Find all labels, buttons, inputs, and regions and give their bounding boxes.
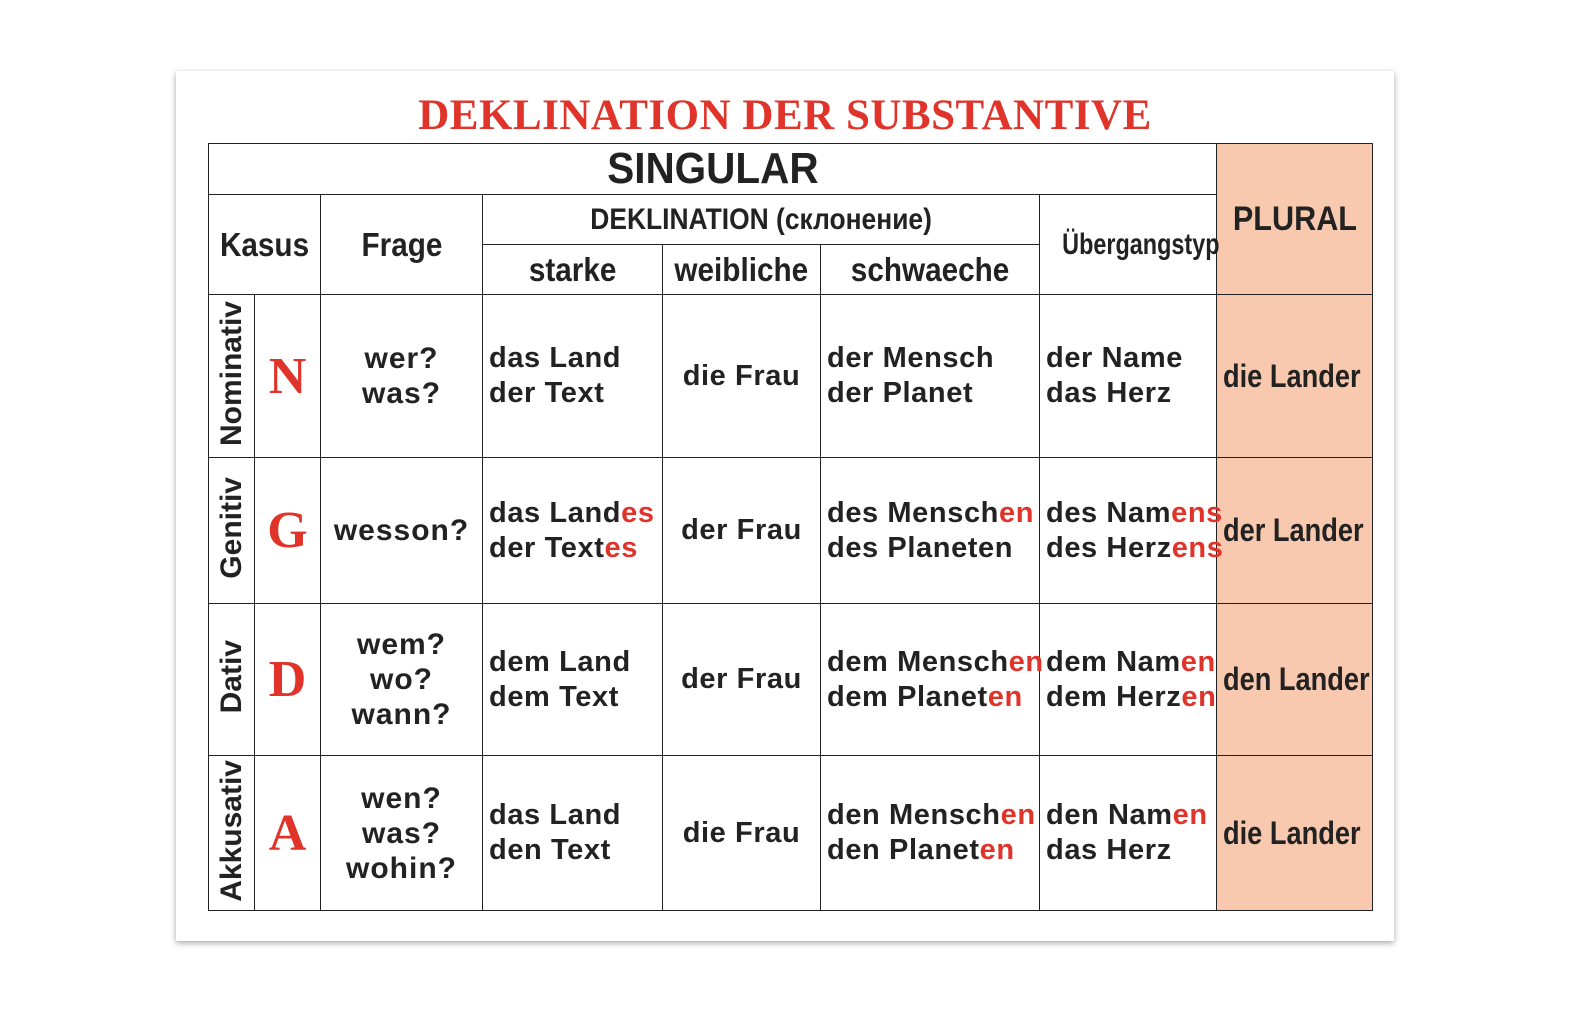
form-line [489,833,662,868]
form-stem: der Name [1046,342,1183,374]
form-line [489,680,662,715]
plural-cell [1217,295,1373,458]
declension-table [208,143,1373,911]
starke-header-cell [483,245,663,295]
weibliche-cell [663,756,821,911]
case-name-genitiv: Genitiv [214,477,248,579]
form-line [827,376,1039,411]
case-letter-dativ: D [268,651,307,708]
case-letter-nominativ: N [268,347,307,405]
form-line [1046,376,1216,411]
case-rows [209,295,1373,911]
weibliche-form: die Frau [682,816,801,849]
case-row [209,295,1373,458]
form-line [1046,798,1216,833]
starke-forms-cell [483,295,663,458]
question-word: wem? [356,628,447,661]
form-stem: das Land [489,799,622,831]
form-ending: en [1180,645,1216,678]
schwaeche-forms-cell [821,756,1040,911]
form-ending: en [999,496,1035,529]
form-stem: das Herz [1046,377,1172,409]
singular-header-cell [209,144,1217,195]
question-word: wo? [370,663,433,696]
declension-chart [176,71,1394,941]
plural-cell [1217,604,1373,756]
form-line [489,645,662,680]
form-ending: en [1008,645,1044,678]
question-cell [321,756,483,911]
form-stem: den Mensch [827,799,1001,831]
form-stem: dem Planet [827,680,988,713]
form-stem: dem Nam [1046,645,1181,678]
question-word: was? [361,816,442,850]
form-ending: ens [1171,531,1224,564]
case-name-cell [209,604,255,756]
weibliche-cell [663,604,821,756]
starke-forms-cell [483,604,663,756]
form-line [1046,496,1223,531]
starke-header: starke [528,250,617,288]
question-word: wer? [364,342,439,375]
question-word: wann? [351,698,452,731]
uebergangstyp-header: Übergangstyp [1062,227,1220,261]
form-line [827,645,1044,680]
case-name-dativ: Dativ [214,640,248,714]
question-word: wohin? [346,851,457,885]
weibliche-cell [663,458,821,604]
frage-header-cell [321,195,483,295]
form-line [827,833,1039,868]
form-ending: en [1181,680,1217,713]
uebergang-forms-cell [1040,458,1224,604]
form-ending: en [1000,799,1036,831]
form-ending: en [979,834,1015,866]
plural-form: die Lander [1223,814,1361,851]
case-letter-akkusativ: A [268,804,307,862]
starke-forms-cell [483,458,663,604]
form-line [827,798,1039,833]
case-letter-cell [255,295,321,458]
schwaeche-forms-cell [821,295,1040,458]
schwaeche-forms-cell [821,458,1040,604]
kasus-header: Kasus [219,225,310,263]
form-stem: dem Land [489,645,631,678]
plural-header: PLURAL [1232,199,1357,238]
question-word: was? [361,377,442,410]
case-letter-genitiv: G [267,502,308,559]
form-ending: es [604,531,638,564]
form-stem: das Herz [1046,834,1172,866]
question-word: wen? [361,781,442,815]
chart-title: DEKLINATION DER SUBSTANTIVE [418,92,1152,139]
case-letter-cell [255,756,321,911]
form-stem: des Mensch [827,496,999,529]
case-row [209,604,1373,756]
form-stem: dem Text [489,680,619,713]
form-line [489,798,662,833]
case-name-cell [209,458,255,604]
form-stem: den Text [489,834,611,866]
form-line [489,496,662,531]
form-ending: en [987,680,1023,713]
form-ending: en [1172,799,1208,831]
schwaeche-header-cell [821,245,1040,295]
weibliche-form: der Frau [681,514,802,546]
form-line [827,680,1039,715]
form-stem: der Mensch [827,342,995,374]
form-line [1046,833,1216,868]
form-stem: des Herz [1046,531,1172,564]
case-row [209,458,1373,604]
form-line [1046,680,1216,715]
form-line [827,496,1039,531]
case-name-cell [209,295,255,458]
form-line [1046,531,1224,566]
plural-cell [1217,756,1373,911]
frage-header: Frage [361,225,442,263]
question-word: wesson? [333,514,470,547]
uebergang-header-cell [1040,195,1220,295]
form-stem: der Text [489,377,605,409]
form-stem: des Nam [1046,496,1172,529]
form-stem: den Planet [827,834,980,866]
form-line [489,341,662,376]
form-line [827,341,1039,376]
weibliche-header-cell [663,245,821,295]
weibliche-form: der Frau [681,663,802,695]
uebergang-forms-cell [1040,604,1217,756]
deklination-header: DEKLINATION (склонение) [590,202,932,236]
case-name-nominativ: Nominativ [214,300,248,447]
form-line [489,376,662,411]
singular-header: SINGULAR [606,144,819,193]
plural-form: den Lander [1223,661,1370,697]
case-row [209,756,1373,911]
question-cell [321,295,483,458]
plural-form: die Lander [1223,357,1361,394]
form-stem: den Nam [1046,799,1173,831]
deklination-header-cell [483,195,1040,245]
case-letter-cell [255,604,321,756]
starke-forms-cell [483,756,663,911]
form-line [489,531,662,566]
form-stem: dem Mensch [827,645,1009,678]
case-letter-cell [255,458,321,604]
case-name-akkusativ: Akkusativ [214,759,248,902]
plural-form: der Lander [1223,512,1364,548]
weibliche-header: weibliche [674,250,809,288]
schwaeche-header: schwaeche [850,250,1010,288]
question-cell [321,458,483,604]
weibliche-form: die Frau [682,359,801,392]
form-stem: dem Herz [1046,680,1182,713]
plural-header-cell [1217,144,1373,295]
form-stem: des Planeten [827,531,1014,564]
form-stem: das Land [489,496,622,529]
form-line [827,531,1039,566]
question-cell [321,604,483,756]
form-stem: der Text [489,531,605,564]
form-stem: das Land [489,342,622,374]
kasus-header-cell [209,195,321,295]
case-name-cell [209,756,255,911]
uebergang-forms-cell [1040,295,1217,458]
weibliche-cell [663,295,821,458]
plural-cell [1217,458,1373,604]
schwaeche-forms-cell [821,604,1044,756]
form-line [1046,341,1216,376]
form-ending: es [621,496,655,529]
form-line [1046,645,1216,680]
uebergang-forms-cell [1040,756,1217,911]
form-ending: ens [1171,496,1223,529]
form-stem: der Planet [827,377,974,409]
